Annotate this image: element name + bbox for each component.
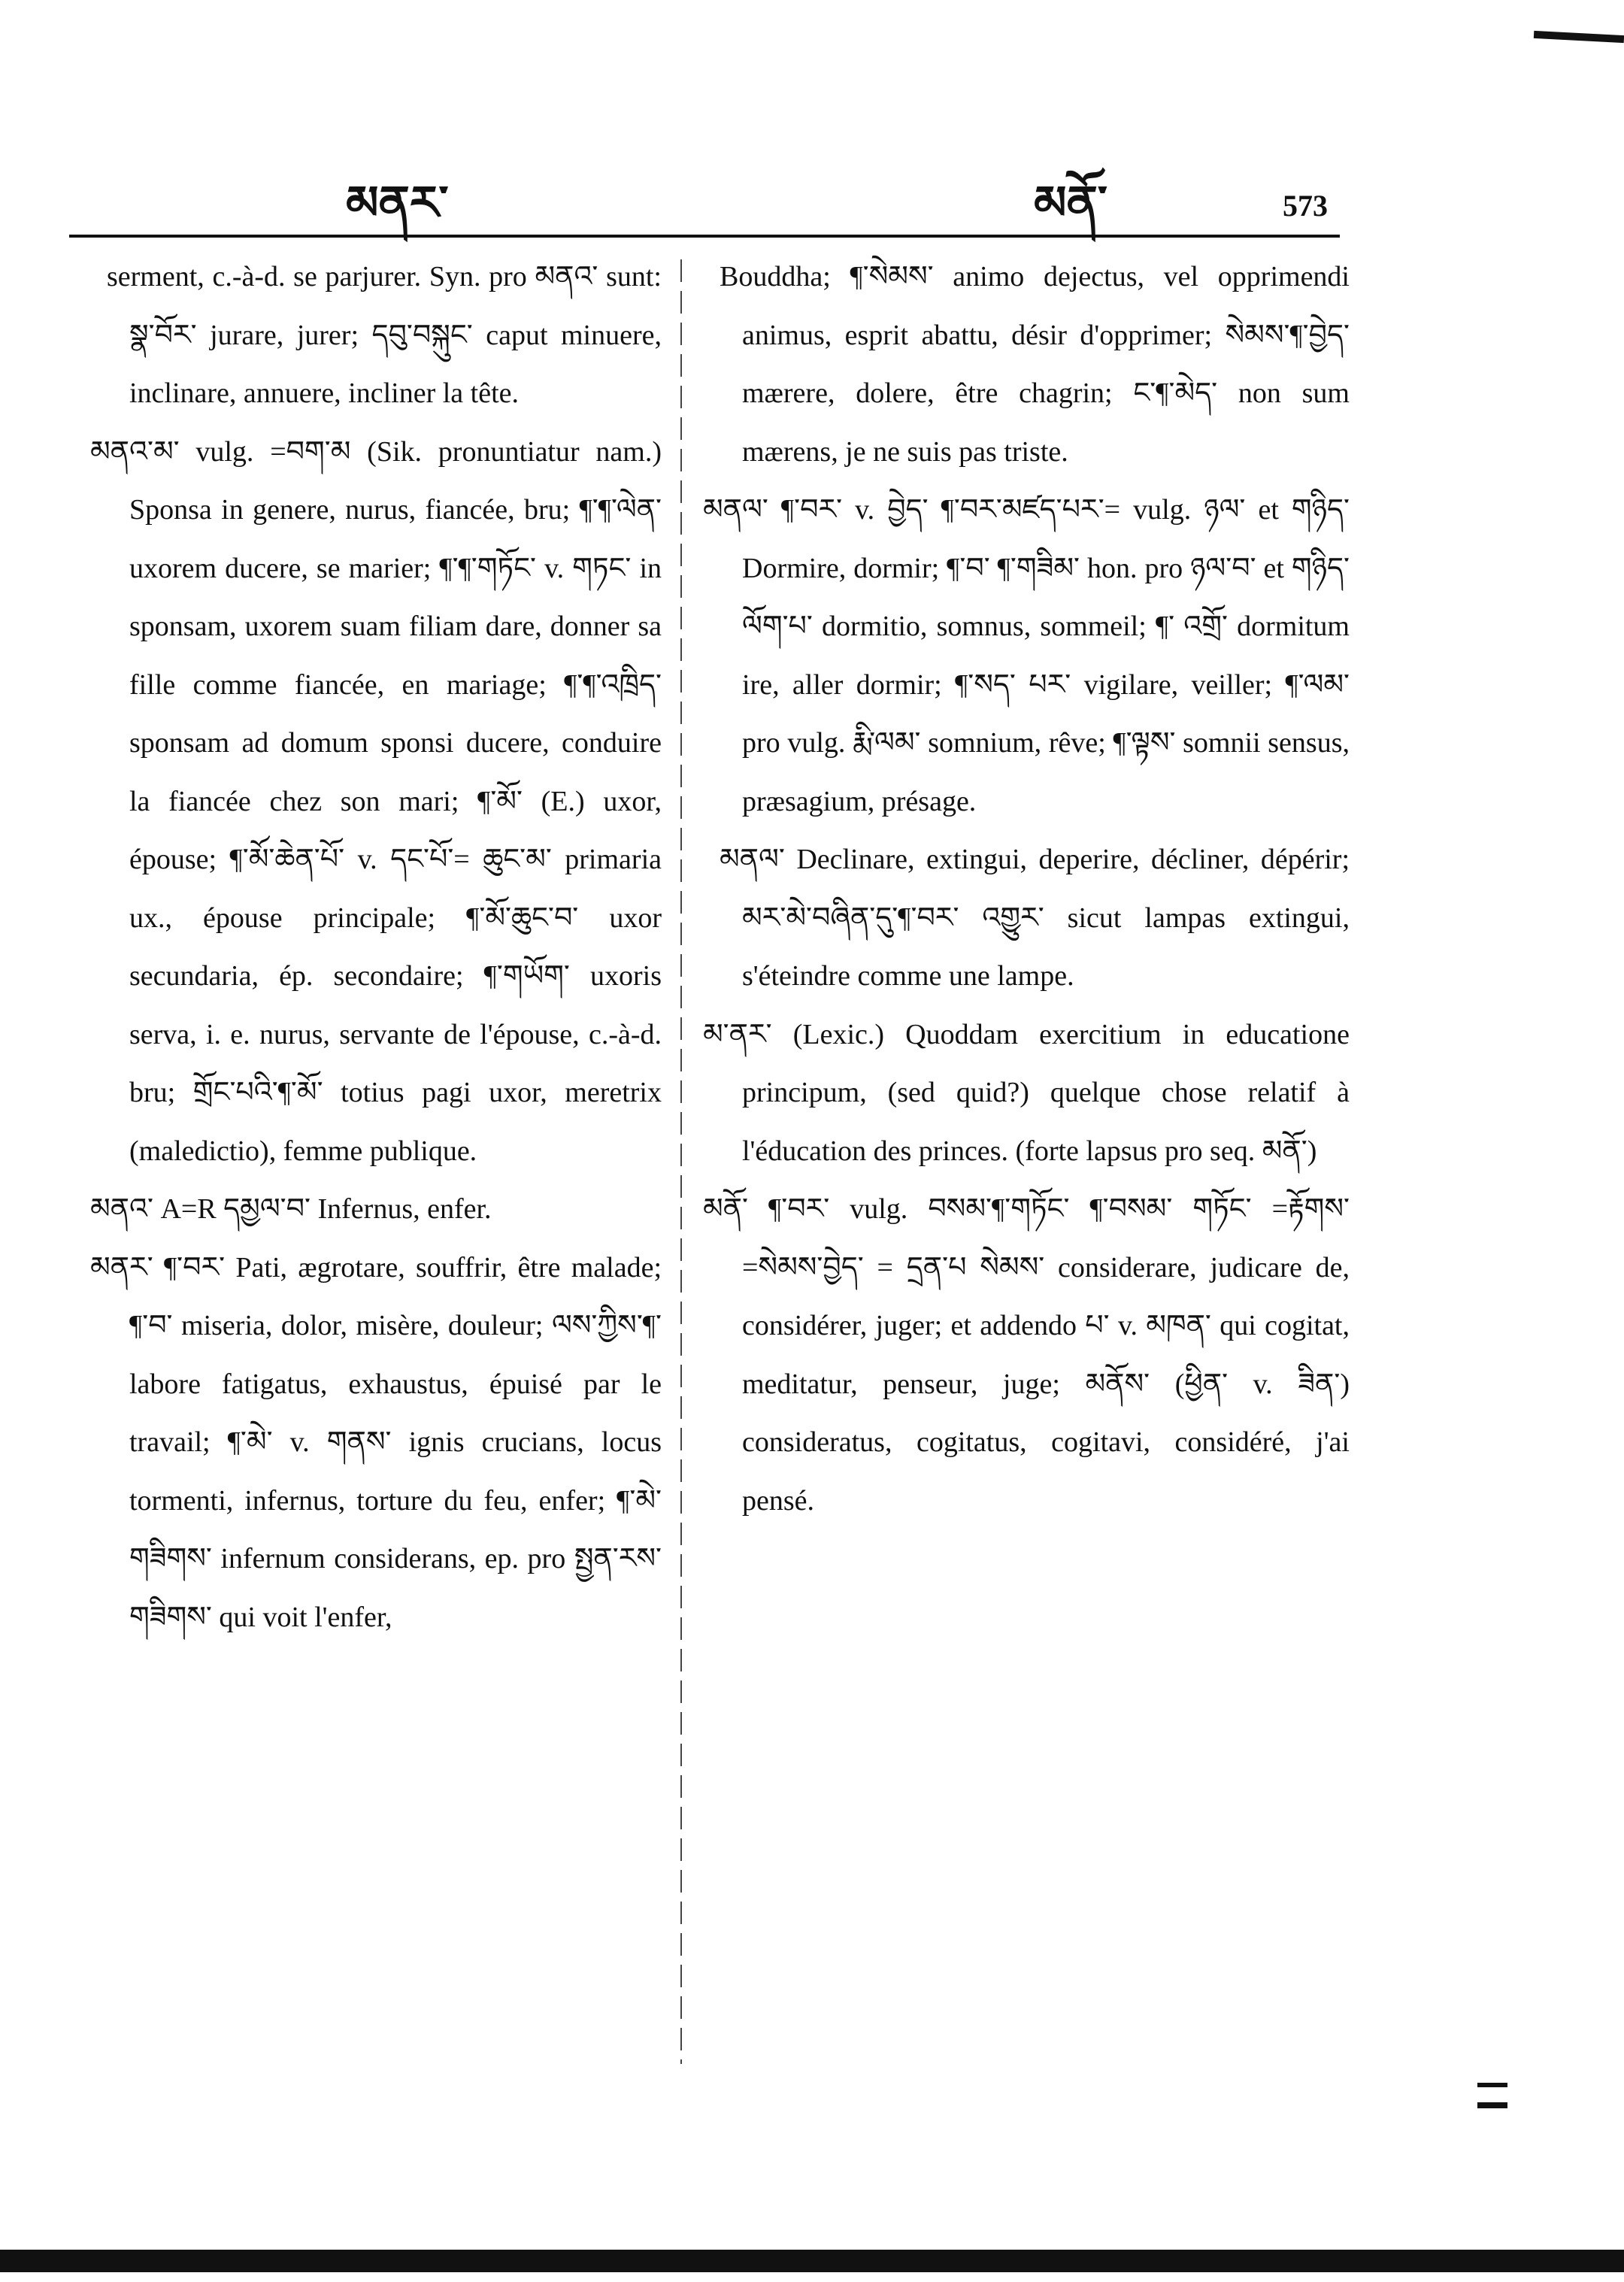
entry-mnaa-ma: མནའ་མ་ vulg. =བག་མ (Sik. pronuntiatur nam.) Sponsa in genere, nurus, fiancée, bru; ¶་¶་ལེན་ uxorem ducere, se marier; ¶་¶་གཏོང་ v. གཏང་ in sponsam, uxorem suam filiam dare, donner sa fille comme fiancée, en mariage; ¶་¶་འཁྲིད་ sponsam ad domum sponsi ducere, conduire la fiancée chez son mari; ¶་མོ་ (E.) uxor, épouse; ¶་མོ་ཆེན་པོ་ v. དང་པོ་= ཆུང་མ་ primaria ux., épouse principale; ¶་མོ་ཆུང་བ་ uxor secundaria, ép. secondaire; ¶་གཡོག་ uxoris serva, i. e. nurus, servante de l'épouse, c.-à-d. bru; གྲོང་པའི་¶་མོ་ totius pagi uxor, meretrix (maledictio), femme publique. [90,435,662,1167]
column-divider [680,259,682,2064]
entry-mnaa: མནའ་ A=R དམྱལ་བ་ Infernus, enfer. [90,1193,492,1225]
guide-word-right: མནོ་ [1034,175,1107,230]
entry-ma-nar: མ་ནར་ (Lexic.) Quoddam exercitium in educatione principum, (sed quid?) quelque chose relatif à l'éducation des princes. (forte lapsus pro seq. མནོ་) [703,1018,1350,1167]
right-column [703,248,1350,1530]
entry-mnar: མནར་ ¶་བར་ Pati, ægrotare, souffrir, être malade; ¶་བ་ miseria, dolor, misère, douleur; ལས་ཀྱིས་¶་ labore fatigatus, exhaustus, épuisé par le travail; ¶་མེ་ v. གནས་ ignis crucians, locus tormenti, infernus, torture du feu, enfer; ¶་མེ་ གཟིགས་ infernum considerans, ep. pro སྤྱན་རས་གཟིགས་ qui voit l'enfer, [90,1251,662,1633]
entry-continuation-right: Bouddha; ¶་སེམས་ animo dejectus, vel opprimendi animus, esprit abattu, désir d'opprimer; སེམས་¶་བྱེད་ mærere, dolere, être chagrin; ང་¶་མེད་ non sum mærens, je ne suis pas triste. [720,261,1350,468]
entry-continuation: serment, c.-à-d. se parjurer. Syn. pro མནའ་ sunt: སྣ་བོར་ jurare, jurer; དབུ་བསྐུང་ caput minuere, inclinare, annuere, incliner la tête. [107,261,662,409]
header-rule [69,235,1340,238]
scan-edge-mark [1534,31,1624,43]
scan-bottom-edge [0,2250,1624,2272]
entry-mnal: མནལ་ ¶་བར་ v. བྱེད་ ¶་བར་མཛད་པར་= vulg. ཉལ་ et གཉིད་ Dormire, dormir; ¶་བ་ ¶་གཟིམ་ hon. pro ཉལ་བ་ et གཉིད་ ལོག་པ་ dormitio, somnus, sommeil; ¶་ འགྲོ་ dormitum ire, aller dormir; ¶་སད་ པར་ vigilare, veiller; ¶་ལམ་ pro vulg. རྨི་ལམ་ somnium, rêve; ¶་ལྟས་ somnii sensus, præsagium, présage. [703,494,1350,817]
entry-mno: མནོ་ ¶་བར་ vulg. བསམ་¶་གཏོང་ ¶་བསམ་ གཏོང་ =རྟོགས་ =སེམས་བྱེད་ = དྲན་པ སེམས་ considerare, judicare de, considérer, juger; et addendo པ་ v. མཁན་ qui cogitat, meditatur, penseur, juge; མནོས་ (ཕྱིན་ v. ཟིན་) consideratus, cogitatus, cogitavi, considéré, j'ai pensé. [703,1193,1350,1517]
guide-word-left: མནར་ [346,175,449,230]
left-column [90,248,662,1647]
margin-mark [1477,2083,1507,2108]
page-header [0,150,1624,233]
page-number: 573 [1283,189,1328,223]
entry-mnal-2: མནལ་ Declinare, extingui, deperire, décliner, dépérir; མར་མེ་བཞིན་དུ་¶་བར་ འགྱུར་ sicut lampas extingui, s'éteindre comme une lampe. [720,844,1350,992]
